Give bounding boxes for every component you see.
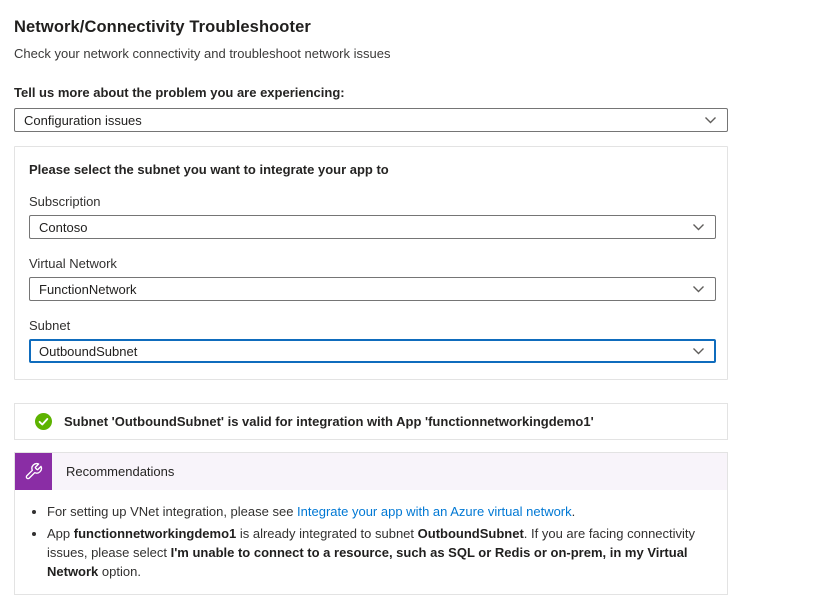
- subnet-selection-panel: [14, 146, 728, 380]
- subscription-dropdown[interactable]: [29, 215, 716, 239]
- subscription-dropdown-value: Contoso: [39, 219, 88, 235]
- option-name-bold: I'm unable to connect to a resource, such as SQL or Redis or on-prem, in my Virtual Network: [47, 545, 688, 579]
- page-subtitle: Check your network connectivity and troubleshoot network issues: [14, 46, 391, 61]
- recommendations-body: [15, 490, 727, 594]
- subnet-field: [29, 318, 716, 363]
- subnet-panel-heading: Please select the subnet you want to integrate your app to: [29, 162, 389, 177]
- reco-item2-text: is already integrated to subnet: [236, 526, 418, 541]
- app-name-bold: functionnetworkingdemo1: [73, 526, 237, 541]
- problem-question-label: Tell us more about the problem you are experiencing:: [14, 85, 345, 100]
- virtual-network-label: Virtual Network: [29, 256, 117, 271]
- recommendations-header: [15, 453, 727, 490]
- success-check-icon: [35, 413, 52, 430]
- virtual-network-dropdown[interactable]: [29, 277, 716, 301]
- subscription-label: Subscription: [29, 194, 101, 209]
- problem-dropdown-value: Configuration issues: [24, 112, 142, 128]
- chevron-down-icon: [692, 347, 705, 356]
- subnet-label: Subnet: [29, 318, 71, 333]
- recommendations-list: [29, 502, 713, 581]
- page-title: Network/Connectivity Troubleshooter: [14, 18, 311, 36]
- problem-dropdown[interactable]: [14, 108, 728, 132]
- validation-status-message: Subnet 'OutboundSubnet' is valid for integration with App 'functionnetworkingdemo1': [64, 414, 594, 429]
- reco-item1-text: For setting up VNet integration, please see: [47, 504, 298, 519]
- chevron-down-icon: [704, 116, 717, 125]
- list-item: [47, 524, 713, 581]
- vnet-integration-doc-link[interactable]: Integrate your app with an Azure virtual network: [297, 504, 572, 519]
- recommendations-title: Recommendations: [66, 464, 175, 479]
- virtual-network-dropdown-value: FunctionNetwork: [39, 281, 137, 297]
- validation-status-banner: [14, 403, 728, 440]
- list-item: [47, 502, 713, 521]
- reco-item1-suffix: .: [571, 504, 576, 519]
- subscription-field: [29, 194, 716, 239]
- reco-item2-text: . If you are facing connectivity issues, please select: [47, 526, 696, 560]
- chevron-down-icon: [692, 223, 705, 232]
- wrench-icon: [15, 453, 52, 490]
- virtual-network-field: [29, 256, 716, 301]
- chevron-down-icon: [692, 285, 705, 294]
- reco-item2-text: App: [47, 526, 74, 541]
- subnet-dropdown[interactable]: [29, 339, 716, 363]
- recommendations-panel: [14, 452, 728, 595]
- reco-item2-text: option.: [98, 564, 141, 579]
- subnet-dropdown-value: OutboundSubnet: [39, 343, 138, 359]
- subnet-name-bold: OutboundSubnet: [417, 526, 524, 541]
